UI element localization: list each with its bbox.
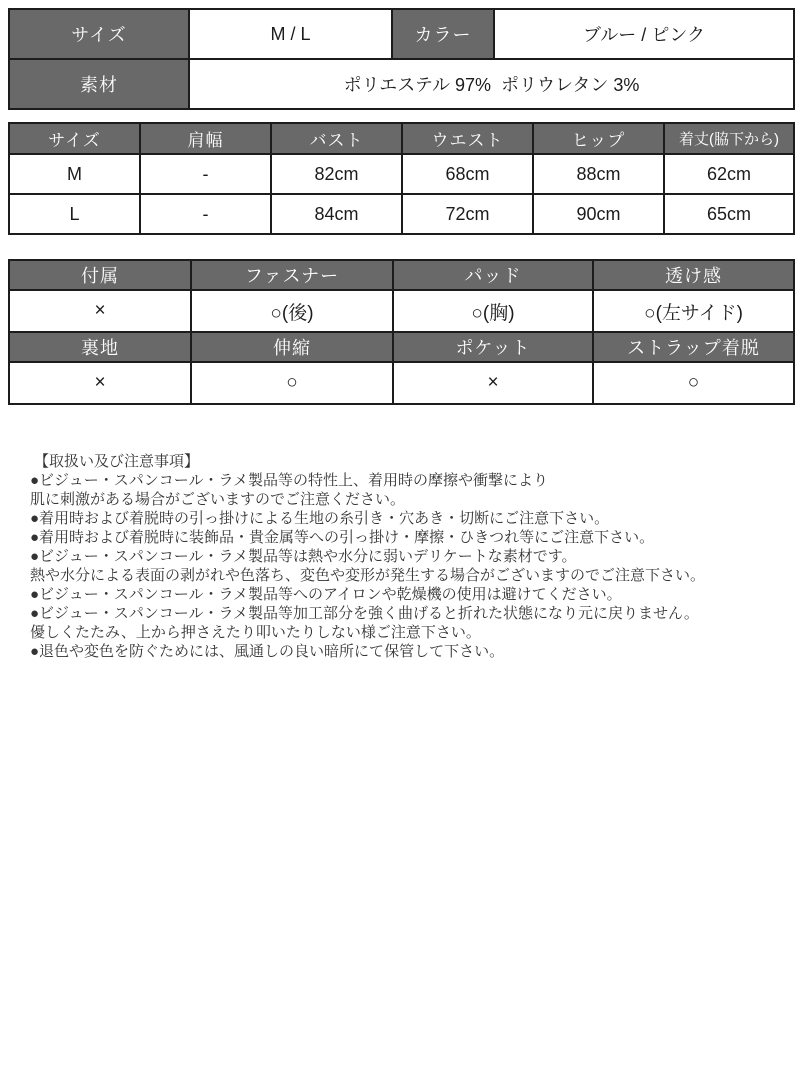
col-header-shoulder: 肩幅 bbox=[140, 123, 271, 154]
table-row bbox=[9, 362, 794, 404]
cell-fastener: ○(後) bbox=[191, 290, 393, 332]
cell-length: 62cm bbox=[664, 154, 794, 194]
table-header-row bbox=[9, 260, 794, 290]
table-row-size-m bbox=[9, 154, 794, 194]
col-header-attachment: 付属 bbox=[9, 260, 191, 290]
col-header-pad: パッド bbox=[393, 260, 593, 290]
care-note-line: ●ビジュー・スパンコール・ラメ製品等の特性上、着用時の摩擦や衝撃により bbox=[30, 472, 549, 489]
cell-hip: 90cm bbox=[533, 194, 664, 234]
cell-stretch: ○ bbox=[191, 362, 393, 404]
table-row bbox=[9, 59, 794, 109]
cell-attachment: × bbox=[9, 290, 191, 332]
care-note-line: ●ビジュー・スパンコール・ラメ製品等へのアイロンや乾燥機の使用は避けてください。 bbox=[30, 586, 622, 603]
care-note-line: ●着用時および着脱時に装飾品・貴金属等への引っ掛け・摩擦・ひきつれ等にご注意下さい。 bbox=[30, 529, 655, 546]
size-value-cell: M / L bbox=[189, 9, 392, 59]
col-header-lining: 裏地 bbox=[9, 332, 191, 362]
care-note-line: ●ビジュー・スパンコール・ラメ製品等は熱や水分に弱いデリケートな素材です。 bbox=[30, 548, 577, 565]
cell-lining: × bbox=[9, 362, 191, 404]
table-header-row bbox=[9, 123, 794, 154]
summary-table bbox=[8, 8, 795, 110]
cell-shoulder: - bbox=[140, 194, 271, 234]
color-label-cell: カラー bbox=[392, 9, 494, 59]
care-note-line: ●着用時および着脱時の引っ掛けによる生地の糸引き・穴あき・切断にご注意下さい。 bbox=[30, 510, 610, 527]
cell-length: 65cm bbox=[664, 194, 794, 234]
table-row bbox=[9, 9, 794, 59]
cell-size: M bbox=[9, 154, 140, 194]
col-header-fastener: ファスナー bbox=[191, 260, 393, 290]
cell-size: L bbox=[9, 194, 140, 234]
cell-waist: 72cm bbox=[402, 194, 533, 234]
size-label-cell: サイズ bbox=[9, 9, 189, 59]
care-notes bbox=[8, 452, 793, 661]
col-header-strap: ストラップ着脱 bbox=[593, 332, 794, 362]
care-note-line: 肌に刺激がある場合がございますのでご注意ください。 bbox=[30, 491, 406, 508]
care-note-line: ●ビジュー・スパンコール・ラメ製品等加工部分を強く曲げると折れた状態になり元に戻りません。 bbox=[30, 605, 699, 622]
table-row-size-l bbox=[9, 194, 794, 234]
table-header-row bbox=[9, 332, 794, 362]
col-header-pocket: ポケット bbox=[393, 332, 593, 362]
care-note-line: ●退色や変色を防ぐためには、風通しの良い暗所にて保管して下さい。 bbox=[30, 643, 505, 660]
measurements-table bbox=[8, 122, 795, 235]
col-header-stretch: 伸縮 bbox=[191, 332, 393, 362]
material-label-cell: 素材 bbox=[9, 59, 189, 109]
cell-pocket: × bbox=[393, 362, 593, 404]
color-value-cell: ブルー / ピンク bbox=[494, 9, 794, 59]
cell-hip: 88cm bbox=[533, 154, 664, 194]
cell-shoulder: - bbox=[140, 154, 271, 194]
table-row bbox=[9, 290, 794, 332]
col-header-length: 着丈(脇下から) bbox=[664, 123, 794, 154]
material-value-cell: ポリエステル 97% ポリウレタン 3% bbox=[189, 59, 794, 109]
cell-sheer: ○(左サイド) bbox=[593, 290, 794, 332]
cell-bust: 82cm bbox=[271, 154, 402, 194]
care-notes-title: 【取扱い及び注意事項】 bbox=[34, 453, 200, 470]
features-table bbox=[8, 259, 795, 405]
col-header-waist: ウエスト bbox=[402, 123, 533, 154]
cell-waist: 68cm bbox=[402, 154, 533, 194]
cell-pad: ○(胸) bbox=[393, 290, 593, 332]
col-header-bust: バスト bbox=[271, 123, 402, 154]
cell-strap: ○ bbox=[593, 362, 794, 404]
cell-bust: 84cm bbox=[271, 194, 402, 234]
col-header-sheer: 透け感 bbox=[593, 260, 794, 290]
care-note-line: 優しくたたみ、上から押さえたり叩いたりしない様ご注意下さい。 bbox=[30, 624, 481, 641]
col-header-size: サイズ bbox=[9, 123, 140, 154]
care-note-line: 熱や水分による表面の剥がれや色落ち、変色や変形が発生する場合がございますのでご注意下さい。 bbox=[30, 567, 706, 584]
col-header-hip: ヒップ bbox=[533, 123, 664, 154]
